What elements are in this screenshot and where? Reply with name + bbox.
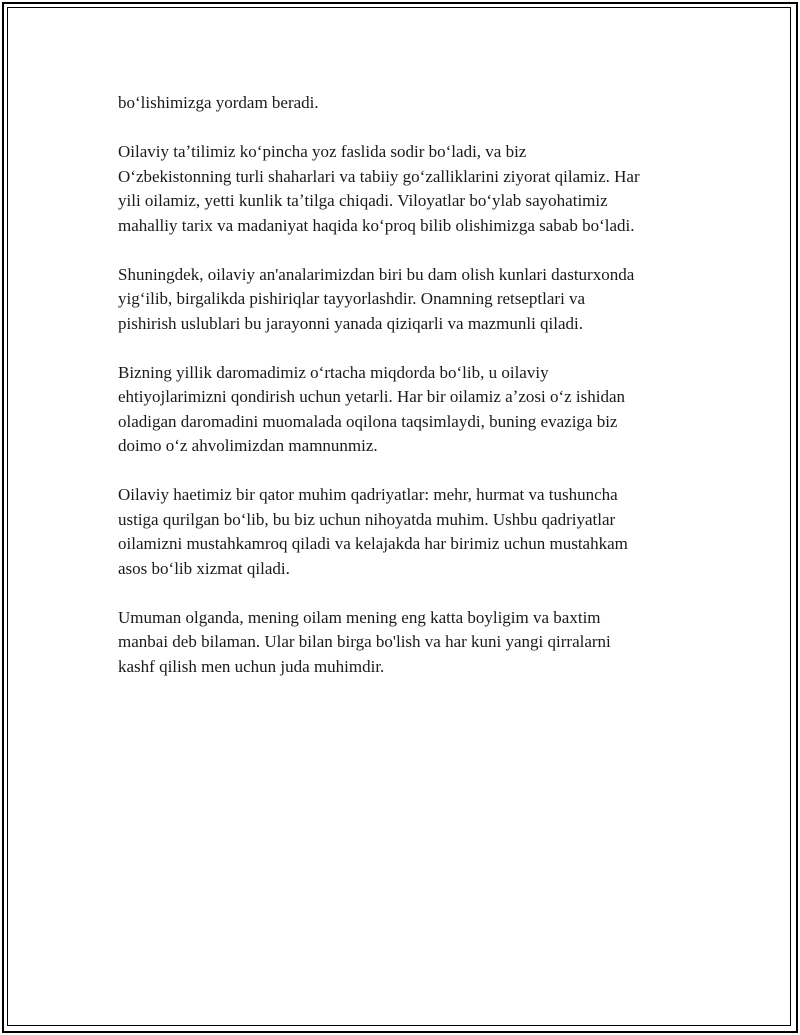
paragraph-vacation: Oilaviy taʼtilimiz koʻpincha yoz faslida sodir boʻladi, va biz Oʻzbekistonning turli shaharlari va tabiiy goʻzalliklarini ziyorat qilamiz. Har yili oilamiz, yetti kunlik taʼtilga chiqadi. Viloyatlar boʻylab sayohatimiz mahalliy tarix va madaniyat haqida koʻproq bilib olishimizga sabab boʻladi. [118,142,640,235]
document-body [118,91,693,704]
paragraph-continuation: boʻlishimizga yordam beradi. [118,93,319,112]
paragraph-values: Oilaviy haetimiz bir qator muhim qadriyatlar: mehr, hurmat va tushuncha ustiga qurilgan boʻlib, bu biz uchun nihoyatda muhim. Ushbu qadriyatlar oilamizni mustahkamroq qiladi va kelajakda har birimiz uchun mustahkam asos boʻlib xizmat qiladi. [118,485,628,578]
paragraph-conclusion: Umuman olganda, mening oilam mening eng katta boyligim va baxtim manbai deb bilaman. Ular bilan birga bo'lish va har kuni yangi qirralarni kashf qilish men uchun juda muhimdir. [118,607,611,676]
paragraph-traditions: Shuningdek, oilaviy an'analarimizdan biri bu dam olish kunlari dasturxonda yigʻilib, birgalikda pishiriqlar tayyorlashdir. Onamning retseptlari va pishirish uslublari bu jarayonni yanada qiziqarli va mazmunli qiladi. [118,264,635,333]
paragraph-income: Bizning yillik daromadimiz oʻrtacha miqdorda boʻlib, u oilaviy ehtiyojlarimizni qondirish uchun yetarli. Har bir oilamiz aʼzosi oʻz ishidan oladigan daromadini muomalada oqilona taqsimlaydi, buning evaziga biz doimo oʻz ahvolimizdan mamnunmiz. [118,362,626,455]
